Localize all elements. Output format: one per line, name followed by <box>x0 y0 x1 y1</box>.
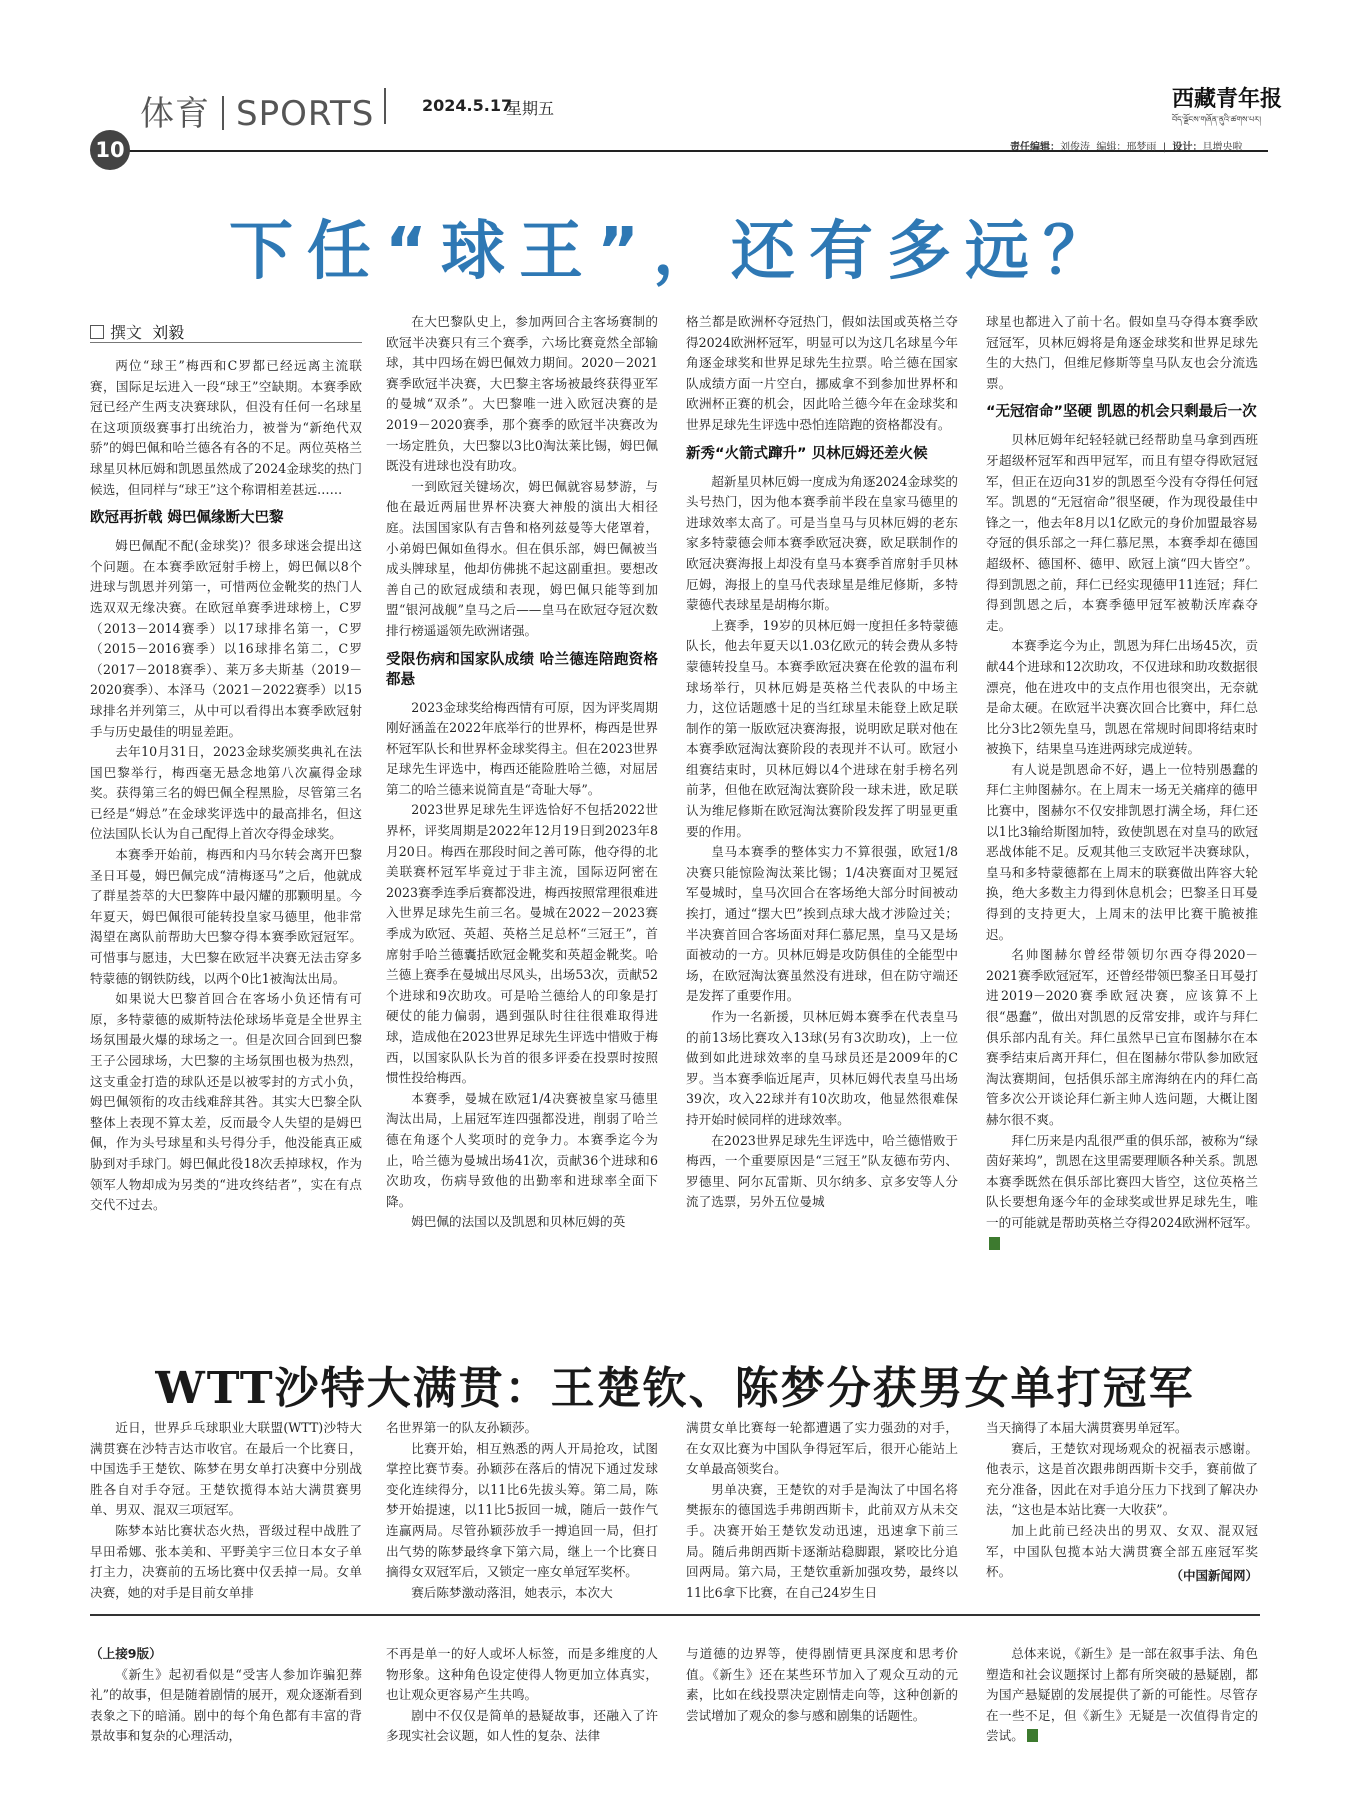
article1-paragraph: 姆巴佩配不配(金球奖)？很多球迷会提出这个问题。在本赛季欧冠射手榜上，姆巴佩以8个进球与凯恩并列第一，可惜两位金靴奖的热门人选双双无缘决赛。在欧冠单赛季进球榜上，C罗（2013－2014赛季）以17球排名第一，C罗（2015－2016赛季）以16球排名第二，C罗（2017－2018赛季）、莱万多夫斯基（2019－2020赛季）、本泽马（2021－2022赛季）以15球排名并列第三，从中可以看得出本赛季欧冠射手与历史最佳的明显差距。 <box>90 538 362 739</box>
end-mark-icon <box>1027 1729 1038 1742</box>
article1-paragraph: 去年10月31日，2023金球奖颁奖典礼在法国巴黎举行，梅西毫无悬念地第八次赢得金球奖。获得第三名的姆巴佩全程黑脸，尽管第三名已经是“姆总”在金球奖评选中的最高排名，但这位法国队长认为自己配得上首次夺得金球奖。 <box>90 744 362 842</box>
article3-column-2 <box>386 1644 658 1754</box>
designer-label: 设计： <box>1172 142 1203 153</box>
header-divider <box>384 88 386 124</box>
article2-column-2 <box>386 1418 658 1600</box>
article1-column-3 <box>686 312 958 1324</box>
article2-column-1 <box>90 1418 362 1600</box>
article1-paragraph: 名帅图赫尔曾经带领切尔西夺得2020－2021赛季欧冠冠军，还曾经带领巴黎圣日耳曼打进2019－2020赛季欧冠决赛，应该算不上很“愚蠢”，做出对凯恩的反常安排，或许与拜仁俱乐部内乱有关。拜仁虽然早已宣布图赫尔在本赛季结束后离开拜仁，但在图赫尔带队参加欧冠淘汰赛期间，包括俱乐部主席海纳在内的拜仁高管多次公开谈论拜仁新主帅人选问题，大概让图赫尔很不爽。 <box>986 947 1258 1127</box>
article1-subheading: 新秀“火箭式蹿升” 贝林厄姆还差火候 <box>686 445 928 462</box>
article1-paragraph: 有人说是凯恩命不好，遇上一位特别愚蠢的拜仁主帅图赫尔。在上周末一场无关痛痒的德甲比赛中，图赫尔不仅安排凯恩打满全场，拜仁还以1比3输给斯图加特，致使凯恩在对皇马的欧冠恶战体能不足。反观其他三支欧冠半决赛球队，皇马和多特蒙德都在上周末的联赛做出阵容大轮换，绝大多数主力得到休息机会；巴黎圣日耳曼得到的支持更大，上周末的法甲比赛干脆被推迟。 <box>986 761 1258 942</box>
article1-subheading: “无冠宿命”坚硬 凯恩的机会只剩最后一次 <box>986 404 1257 421</box>
article1-paragraph: 如果说大巴黎首回合在客场小负还情有可原，多特蒙德的威斯特法伦球场毕竟是全世界主场氛围最火爆的球场之一。但是次回合回到巴黎王子公园球场，大巴黎的主场氛围也极为热烈，这支重金打造的球队还是以被零封的方式小负，姆巴佩领衔的攻击线难辞其咎。其实大巴黎全队整体上表现不算太差，反而最令人失望的是姆巴佩，作为头号球星和头号得分手，他没能真正威胁到对手球门。姆巴佩此役18次丢掉球权，作为领军人物却成为另类的“进攻终结者”，实在有点交代不过去。 <box>90 991 362 1213</box>
section-tag <box>140 86 374 135</box>
page-number: 10 <box>90 130 130 170</box>
article1-subheading: 受限伤病和国家队成绩 哈兰德连陪跑资格都悬 <box>386 651 658 688</box>
byline <box>90 320 184 343</box>
wtt-headline: WTT沙特大满贯：王楚钦、陈梦分获男女单打冠军 <box>155 1363 1195 1414</box>
article3-paragraph <box>986 1644 1258 1747</box>
article2-paragraph: 近日，世界乒乓球职业大联盟(WTT)沙特大满贯赛在沙特吉达市收官。在最后一个比赛日，中国选手王楚钦、陈梦在男女单打决赛中分别战胜各自对手夺冠。王楚钦揽得本站大满贯赛男单、男双、混双三项冠军。 <box>90 1420 362 1518</box>
article1-paragraph: 2023世界足球先生评选恰好不包括2022世界杯，评奖周期是2022年12月19日到2023年8月20日。梅西在那段时间之善可陈，他夺得的北美联赛杯冠军毕竟过于非主流，国际迈阿密在2023赛季连季后赛都没进，梅西按照常理很难进入世界足球先生前三名。曼城在2022－2023赛季成为欧冠、英超、英格兰足总杯“三冠王”，首席射手哈兰德囊括欧冠金靴奖和英超金靴奖。哈兰德上赛季在曼城出尽风头，出场53次，贡献52个进球和9次助攻。可是哈兰德给人的印象是打硬仗的能力偏弱，遇到强队时往往很难取得进球，造成他在2023世界足球先生评选中惜败于梅西，以国家队队长为首的很多评委在投票时按照惯性投给梅西。 <box>386 802 658 1086</box>
article1-column-1 <box>90 356 362 1324</box>
article1-paragraph: 2023金球奖给梅西情有可原，因为评奖周期刚好涵盖在2022年底举行的世界杯，梅西是世界杯冠军队长和世界杯金球奖得主。但在2023世界足球先生评选中，梅西还能险胜哈兰德，对屈居第二的哈兰德来说简直是“奇耻大辱”。 <box>386 699 658 797</box>
main-headline: 下任“球王”，还有多远？ <box>228 215 1122 289</box>
article1-subheading: 欧冠再折戟 姆巴佩缘断大巴黎 <box>90 510 284 527</box>
copyeditor-name: 邢梦雨 <box>1126 142 1157 153</box>
article2-paragraph: 当天摘得了本届大满贯赛男单冠军。 <box>986 1420 1188 1435</box>
paper-logo-tibetan: བོད་ལྗོངས་གཞོན་ནུའི་ཚགས་པར། <box>1172 115 1261 124</box>
news-source: （中国新闻网） <box>1170 1568 1258 1583</box>
article3-column-1 <box>90 1644 362 1754</box>
article2-paragraph: 赛后陈梦激动落泪，她表示，本次大 <box>411 1584 613 1600</box>
byline-label: 撰文 <box>110 323 143 342</box>
article1-column-2 <box>386 312 658 1324</box>
section-name-cn: 体育 <box>140 94 210 134</box>
article1-paragraph: 在大巴黎队史上，参加两回合主客场赛制的欧冠半决赛只有三个赛季，六场比赛竟然全部输球，其中四场在姆巴佩效力期间。2020－2021赛季欧冠半决赛，大巴黎主客场被最终获得亚军的曼城“双杀”。大巴黎唯一进入欧冠决赛的是2019－2020赛季，那个赛季的欧冠半决赛改为一场定胜负，大巴黎以3比0淘汰莱比锡，姆巴佩既没有进球也没有助攻。 <box>386 314 658 474</box>
article1-paragraph: 一到欧冠关键场次，姆巴佩就容易梦游，与他在最近两届世界杯决赛大神般的演出大相径庭。法国国家队有吉鲁和格列兹曼等大佬罩着，小弟姆巴佩如鱼得水。但在俱乐部，姆巴佩被当成头牌球星，他却仿佛挑不起这副重担。要想改善自己的欧冠成绩和表现，姆巴佩只能等到加盟“银河战舰”皇马之后——皇马在欧冠夺冠次数排行榜遥遥领先欧洲诸强。 <box>386 478 658 638</box>
section-name-en: SPORTS <box>236 94 375 134</box>
section-divider <box>222 96 224 130</box>
editor-label: 责任编辑： <box>1010 142 1060 153</box>
article1-column-4 <box>986 312 1258 1324</box>
article1-paragraph: 两位“球王”梅西和C罗都已经远离主流联赛，国际足坛进入一段“球王”空缺期。本赛季欧冠已经产生两支决赛球队，但没有任何一名球星在这项顶级赛事打出统治力，被誉为“新绝代双骄”的姆巴佩和哈兰德各有各的不足。两位英格兰球星贝林厄姆和凯恩虽然成了2024金球奖的热门候选，但同样与“球王”这个称谓相差甚远…… <box>90 358 362 497</box>
end-mark-icon <box>989 1237 1000 1250</box>
article2-paragraph: 比赛开始，相互熟悉的两人开局抢攻，试图掌控比赛节奏。孙颖莎在落后的情况下通过发球变化连续得分，以11比6先拔头筹。第二局，陈梦开始提速，以11比5扳回一城，随后一鼓作气连赢两局。尽管孙颖莎放手一搏追回一局，但打出气势的陈梦最终拿下第六局，继上一个比赛日摘得女双冠军后，又锁定一座女单冠军奖杯。 <box>386 1440 658 1580</box>
article1-paragraph: 超新星贝林厄姆一度成为角逐2024金球奖的头号热门，因为他本赛季前半段在皇家马德里的进球效率太高了。可是当皇马与贝林厄姆的老东家多特蒙德会师本赛季欧冠决赛，欧足联制作的欧冠决赛海报上却没有皇马本赛季首席射手贝林厄姆，海报上的皇马代表球星是维尼修斯，多特蒙德代表球星是胡梅尔斯。 <box>686 473 958 613</box>
issue-date: 2024.5.17 <box>422 96 513 115</box>
article1-paragraph: 格兰都是欧洲杯夺冠热门，假如法国或英格兰夺得2024欧洲杯冠军，明显可以为这几名球星今年角逐金球奖和世界足球先生拉票。哈兰德在国家队成绩方面一片空白，挪威拿不到参加世界杯和欧洲杯正赛的机会，因此哈兰德今年在金球奖和世界足球先生评选中恐怕连陪跑的资格都没有。 <box>686 314 958 432</box>
article1-paragraph: 皇马本赛季的整体实力不算很强，欧冠1/8决赛只能惊险淘汰莱比锡；1/4决赛面对卫冕冠军曼城时，皇马次回合在客场绝大部分时间被动挨打，通过“摆大巴”挨到点球大战才涉险过关；半决赛首回合客场面对拜仁慕尼黑，皇马又是场面被动的一方。贝林厄姆是攻防俱佳的全能型中场，在欧冠淘汰赛虽然没有进球，但在防守端还是发挥了重要作用。 <box>686 844 958 1004</box>
article2-paragraph: 名世界第一的队友孙颖莎。 <box>386 1420 538 1435</box>
article3-column-3 <box>686 1644 958 1754</box>
copyeditor-label: 编辑： <box>1096 142 1127 153</box>
article2-column-4 <box>986 1418 1258 1586</box>
article1-paragraph <box>986 1131 1258 1255</box>
issue-weekday: 星期五 <box>506 99 555 118</box>
paper-logo: 西藏青年报 <box>1172 86 1283 112</box>
article1-paragraph: 本赛季开始前，梅西和内马尔转会离开巴黎圣日耳曼，姆巴佩完成“清梅逐马”之后，他就成了群星荟萃的大巴黎阵中最闪耀的那颗明星。今年夏天，姆巴佩很可能转投皇家马德里，他非常渴望在离队前帮助大巴黎夺得本赛季欧冠冠军。可惜事与愿违，大巴黎在欧冠半决赛无法击穿多特蒙德的钢铁防线，以两个0比1被淘汰出局。 <box>90 847 362 986</box>
article1-paragraph: 作为一名新援，贝林厄姆本赛季在代表皇马的前13场比赛攻入13球(另有3次助攻)，上一位做到如此进球效率的皇马球员还是2009年的C罗。当本赛季临近尾声，贝林厄姆代表皇马出场39次，攻入22球并有10次助攻，他显然很难保持开始时候同样的进球效率。 <box>686 1009 958 1127</box>
article3-final-text: 总体来说，《新生》是一部在叙事手法、角色塑造和社会议题探讨上都有所突破的悬疑剧，都为国产悬疑剧的发展提供了新的可能性。尽管存在一些不足，但《新生》无疑是一次值得肯定的尝试。 <box>986 1646 1258 1744</box>
pen-icon <box>90 325 104 339</box>
article1-paragraph: 球星也都进入了前十名。假如皇马夺得本赛季欧冠冠军，贝林厄姆将是角逐金球奖和世界足球先生的大热门，但维尼修斯等皇马队友也会分流选票。 <box>986 314 1258 391</box>
continued-label: （上接9版） <box>90 1646 162 1661</box>
article3-paragraph: 不再是单一的好人或坏人标签，而是多维度的人物形象。这种角色设定使得人物更加立体真实，也让观众更容易产生共鸣。 <box>386 1646 658 1703</box>
article3-paragraph: 《新生》起初看似是“受害人参加诈骗犯葬礼”的故事，但是随着剧情的展开，观众逐渐看到表象之下的暗涌。剧中的每个角色都有丰富的背景故事和复杂的心理活动， <box>90 1666 362 1744</box>
article1-paragraph: 本赛季迄今为止，凯恩为拜仁出场45次，贡献44个进球和12次助攻，不仅进球和助攻数据很漂亮，他在进攻中的支点作用也很突出，无奈就是命太硬。在欧冠半决赛次回合比赛中，拜仁总比分3比2领先皇马，凯恩在常规时间即将结束时被换下，结果皇马连进两球完成逆转。 <box>986 638 1258 757</box>
byline-rule <box>90 342 362 343</box>
article2-column-3 <box>686 1418 958 1600</box>
editor-credits: 责任编辑：刘俊涛 编辑：邢梦雨 | 设计：旦增央啦 <box>1010 142 1243 153</box>
section-rule <box>90 1614 1260 1616</box>
byline-author: 刘毅 <box>152 323 185 342</box>
article2-paragraph: 男单决赛，王楚钦的对手是淘汰了中国名将樊振东的德国选手弗朗西斯卡，此前双方从未交手。决赛开始王楚钦发动迅速，迅速拿下前三局。随后弗朗西斯卡逐渐站稳脚跟，紧咬比分追回两局。第六局，王楚钦重新加强攻势，最终以11比6拿下比赛，在自己24岁生日 <box>686 1481 958 1600</box>
article2-paragraph: 加上此前已经决出的男双、女双、混双冠军，中国队包揽本站大满贯赛全部五座冠军奖杯。 <box>986 1522 1258 1580</box>
article3-paragraph: 剧中不仅仅是简单的悬疑故事，还融入了许多现实社会议题，如人性的复杂、法律 <box>386 1707 658 1744</box>
article1-paragraph: 在2023世界足球先生评选中，哈兰德惜败于梅西，一个重要原因是“三冠王”队友德布劳内、罗德里、阿尔瓦雷斯、贝尔纳多、京多安等人分流了选票，另外五位曼城 <box>686 1132 958 1210</box>
article1-paragraph: 本赛季，曼城在欧冠1/4决赛被皇家马德里淘汰出局，上届冠军连四强都没进，削弱了哈兰德在角逐个人奖项时的竞争力。本赛季迄今为止，哈兰德为曼城出场41次，贡献36个进球和6次助攻，伤病导致他的出勤率和进球率全面下降。 <box>386 1090 658 1209</box>
article3-paragraph: 与道德的边界等，使得剧情更具深度和思考价值。《新生》还在某些环节加入了观众互动的元素，比如在线投票决定剧情走向等，这种创新的尝试增加了观众的参与感和剧集的话题性。 <box>686 1646 958 1723</box>
article1-final-text: 拜仁历来是内乱很严重的俱乐部，被称为“绿茵好莱坞”，凯恩在这里需要理顺各种关系。凯恩本赛季既然在俱乐部比赛四大皆空，这位英格兰队长要想角逐今年的金球奖或世界足球先生，唯一的可能就是帮助英格兰夺得2024欧洲杯冠军。 <box>986 1132 1258 1230</box>
article1-paragraph: 贝林厄姆年纪轻轻就已经帮助皇马拿到西班牙超级杯冠军和西甲冠军，而且有望夺得欧冠冠军，但正在迈向31岁的凯恩至今没有夺得任何冠军。凯恩的“无冠宿命”很坚硬，作为现役最佳中锋之一，他去年8月以1亿欧元的身价加盟最容易夺冠的俱乐部之一拜仁慕尼黑，本赛季却在德国超级杯、德国杯、德甲、欧冠上演“四大皆空”。得到凯恩之前，拜仁已经实现德甲11连冠；拜仁得到凯恩之后，本赛季德甲冠军被勒沃库森夺走。 <box>986 432 1258 633</box>
designer-name: 旦增央啦 <box>1202 142 1243 153</box>
article2-paragraph: 陈梦本站比赛状态火热，晋级过程中战胜了早田希娜、张本美和、平野美宇三位日本女子单打主力，决赛前的五场比赛中仅丢掉一局。女单决赛，她的对手是目前女单排 <box>90 1522 362 1600</box>
article2-paragraph: 赛后，王楚钦对现场观众的祝福表示感谢。他表示，这是首次跟弗朗西斯卡交手，赛前做了充分准备，因此在对手追分压力下找到了解决办法，“这也是本站比赛一大收获”。 <box>986 1440 1258 1518</box>
article1-paragraph: 上赛季，19岁的贝林厄姆一度担任多特蒙德队长，他去年夏天以1.03亿欧元的转会费从多特蒙德转投皇马。本赛季欧冠决赛在伦敦的温布利球场举行，贝林厄姆是英格兰代表队的中场主力，这位话题感十足的当红球星未能登上欧足联制作的第一版欧冠决赛海报，说明欧足联对他在本赛季欧冠淘汰赛阶段的表现并不认可。欧冠小组赛结束时，贝林厄姆以4个进球在射手榜名列前茅，但他在欧冠淘汰赛阶段一球未进，欧足联认为维尼修斯在欧冠淘汰赛阶段发挥了明显更重要的作用。 <box>686 617 958 839</box>
article3-column-4 <box>986 1644 1258 1754</box>
article2-paragraph: 满贯女单比赛每一轮都遭遇了实力强劲的对手，在女双比赛为中国队争得冠军后，很开心能站上女单最高领奖台。 <box>686 1420 958 1477</box>
editor-name: 刘俊涛 <box>1060 142 1090 153</box>
article1-paragraph: 姆巴佩的法国以及凯恩和贝林厄姆的英 <box>411 1214 626 1230</box>
